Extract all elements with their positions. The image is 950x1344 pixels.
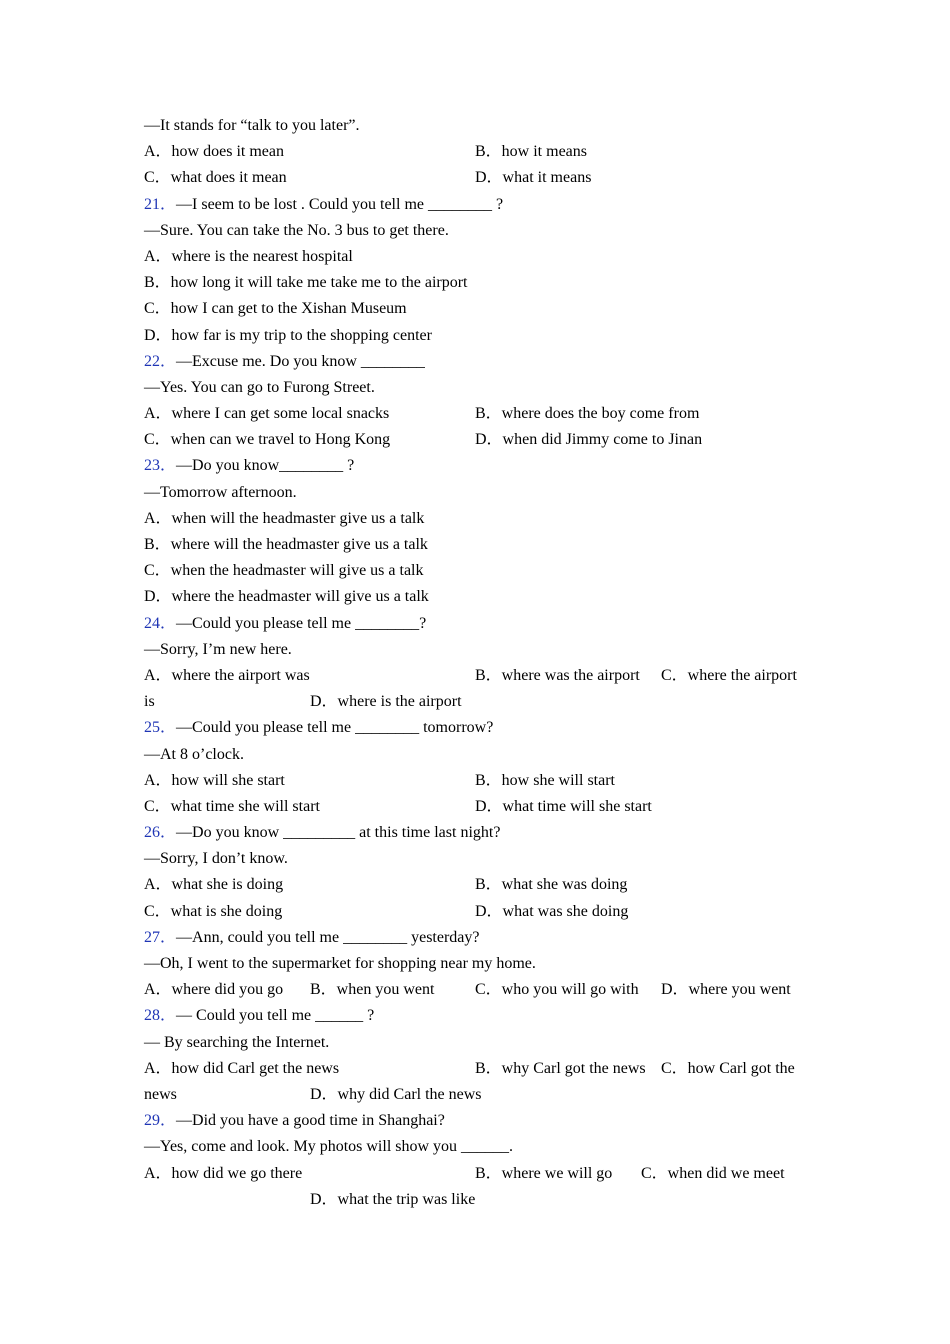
q22-option-b: B．where does the boy come from bbox=[475, 405, 700, 423]
q29-answer-line: —Yes, come and look. My photos will show you ______. bbox=[144, 1138, 514, 1156]
q29-option-d: D．what the trip was like bbox=[310, 1190, 476, 1208]
q24-option-c: C．where the airport bbox=[661, 666, 797, 684]
q29-options-abc bbox=[144, 1162, 824, 1188]
q25-stem: —Could you please tell me ________ tomorrow? bbox=[176, 719, 494, 737]
q24-option-b: B．where was the airport bbox=[475, 666, 640, 684]
q28-option-d: D．why did Carl the news bbox=[310, 1085, 482, 1103]
q26-option-c: C．what is she doing bbox=[144, 902, 283, 920]
q25-option-d: D．what time will she start bbox=[475, 797, 652, 815]
q27-option-a: A．where did you go bbox=[144, 981, 284, 999]
q21-option-d: D．how far is my trip to the shopping center bbox=[144, 326, 432, 344]
q27-option-d: D．where you went bbox=[661, 981, 791, 999]
q29-stem-line bbox=[144, 1109, 824, 1135]
q27-answer-line: —Oh, I went to the supermarket for shopping near my home. bbox=[144, 955, 536, 972]
q25-number: 25． bbox=[144, 719, 177, 737]
q27-option-b: B．when you went bbox=[310, 981, 435, 999]
q25-answer-line: —At 8 o’clock. bbox=[144, 745, 244, 763]
q23-number: 23． bbox=[144, 457, 177, 475]
q21-answer-line: —Sure. You can take the No. 3 bus to get there. bbox=[144, 221, 449, 239]
q22-option-c: C．when can we travel to Hong Kong bbox=[144, 431, 391, 449]
q23-option-a: A．when will the headmaster give us a talk bbox=[144, 509, 425, 527]
q22-options-cd bbox=[144, 428, 824, 454]
q25-stem-line bbox=[144, 716, 824, 742]
q24-stem-line bbox=[144, 612, 824, 638]
q28-option-b: B．why Carl got the news bbox=[475, 1059, 646, 1077]
q23-option-b: B．where will the headmaster give us a talk bbox=[144, 536, 428, 553]
q27-option-c: C．who you will go with bbox=[475, 981, 639, 999]
q25-option-b: B．how she will start bbox=[475, 771, 615, 789]
q22-options-ab bbox=[144, 402, 824, 428]
q22-number: 22． bbox=[144, 352, 177, 370]
q25-options-cd bbox=[144, 795, 824, 821]
q20-options-ab bbox=[144, 140, 824, 166]
q26-option-b: B．what she was doing bbox=[475, 876, 628, 894]
q21-stem: —I seem to be lost . Could you tell me ________ ? bbox=[176, 195, 504, 213]
q26-number: 26． bbox=[144, 824, 177, 842]
q27-stem: —Ann, could you tell me ________ yesterday? bbox=[176, 928, 480, 946]
q20-options-cd bbox=[144, 166, 824, 192]
q27-number: 27． bbox=[144, 928, 177, 946]
q21-option-a: A．where is the nearest hospital bbox=[144, 247, 353, 265]
q25-option-c: C．what time she will start bbox=[144, 797, 320, 815]
q28-stem-line bbox=[144, 1004, 824, 1030]
q24-number: 24． bbox=[144, 614, 177, 632]
q29-stem: —Did you have a good time in Shanghai? bbox=[176, 1112, 445, 1130]
q29-option-c: C．when did we meet bbox=[641, 1164, 785, 1182]
q24-option-d: D．where is the airport bbox=[310, 693, 462, 711]
q29-option-a: A．how did we go there bbox=[144, 1164, 303, 1182]
q29-option-b: B．where we will go bbox=[475, 1164, 613, 1182]
q26-options-ab bbox=[144, 873, 824, 899]
q26-option-a: A．what she is doing bbox=[144, 876, 284, 894]
q22-stem: —Excuse me. Do you know ________ bbox=[176, 352, 425, 370]
q21-stem-line bbox=[144, 193, 824, 219]
q21-option-c: C．how I can get to the Xishan Museum bbox=[144, 300, 407, 318]
q23-answer-line: —Tomorrow afternoon. bbox=[144, 483, 297, 501]
q24-answer-line: —Sorry, I’m new here. bbox=[144, 640, 292, 658]
q22-option-d: D．when did Jimmy come to Jinan bbox=[475, 431, 703, 449]
q28-number: 28． bbox=[144, 1007, 177, 1025]
q24-options-abc bbox=[144, 664, 824, 690]
q24-stem: —Could you please tell me ________? bbox=[176, 614, 427, 632]
q26-stem: —Do you know _________ at this time last night? bbox=[176, 824, 501, 842]
q23-option-c: C．when the headmaster will give us a talk bbox=[144, 562, 424, 580]
q21-option-b: B．how long it will take me take me to the airport bbox=[144, 274, 468, 292]
q23-stem-line bbox=[144, 454, 824, 480]
q28-option-c-wrap: news bbox=[144, 1085, 177, 1103]
q26-answer-line: —Sorry, I don’t know. bbox=[144, 850, 288, 868]
q27-options-abcd bbox=[144, 978, 824, 1004]
q28-stem: — Could you tell me ______ ? bbox=[176, 1007, 375, 1025]
q20-option-a: A．how does it mean bbox=[144, 143, 284, 161]
q23-stem: —Do you know________ ? bbox=[176, 457, 355, 475]
q20-option-b: B．how it means bbox=[475, 143, 587, 161]
q20-answer-line: —It stands for “talk to you later”. bbox=[144, 117, 360, 134]
q28-options-cd bbox=[144, 1083, 824, 1109]
q25-option-a: A．how will she start bbox=[144, 771, 285, 789]
q29-options-d bbox=[144, 1188, 824, 1214]
q21-number: 21． bbox=[144, 195, 177, 213]
q28-options-abc bbox=[144, 1057, 824, 1083]
q25-options-ab bbox=[144, 769, 824, 795]
worksheet-page bbox=[144, 114, 824, 1214]
q27-stem-line bbox=[144, 926, 824, 952]
q22-option-a: A．where I can get some local snacks bbox=[144, 405, 390, 423]
q29-number: 29． bbox=[144, 1112, 177, 1130]
q28-option-c: C．how Carl got the bbox=[661, 1059, 795, 1077]
q26-option-d: D．what was she doing bbox=[475, 902, 629, 920]
q26-stem-line bbox=[144, 821, 824, 847]
q26-options-cd bbox=[144, 900, 824, 926]
q22-stem-line bbox=[144, 350, 824, 376]
q28-answer-line: — By searching the Internet. bbox=[144, 1033, 330, 1051]
q24-option-a: A．where the airport was bbox=[144, 666, 310, 684]
q20-option-c: C．what does it mean bbox=[144, 169, 287, 187]
q22-answer-line: —Yes. You can go to Furong Street. bbox=[144, 378, 375, 396]
q23-option-d: D．where the headmaster will give us a talk bbox=[144, 588, 429, 606]
q28-option-a: A．how did Carl get the news bbox=[144, 1059, 340, 1077]
q24-options-cd bbox=[144, 690, 824, 716]
q24-option-c-wrap: is bbox=[144, 693, 155, 711]
q20-option-d: D．what it means bbox=[475, 169, 592, 187]
